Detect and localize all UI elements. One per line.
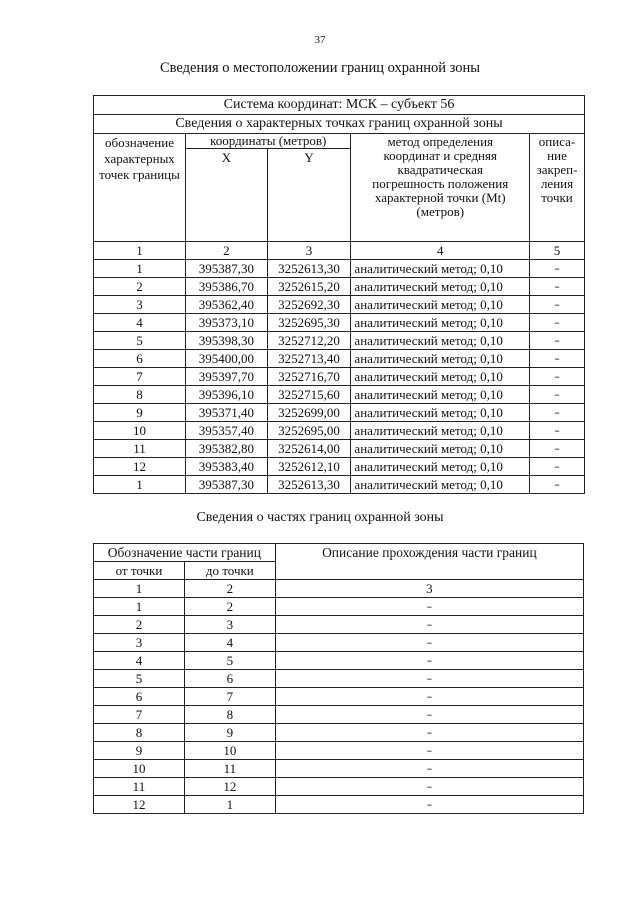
- x-coordinate: 395371,40: [185, 404, 267, 422]
- x-coordinate: 395373,10: [185, 314, 267, 332]
- table-row: [94, 796, 584, 814]
- from-point: 10: [94, 760, 185, 778]
- method-cell: аналитический метод; 0,10: [351, 314, 530, 332]
- table-row: [94, 688, 584, 706]
- from-point: 12: [94, 796, 185, 814]
- method-cell: аналитический метод; 0,10: [351, 350, 530, 368]
- col-number: 5: [530, 242, 585, 260]
- method-cell: аналитический метод; 0,10: [351, 296, 530, 314]
- point-number: 4: [94, 314, 186, 332]
- fixing-cell: –: [530, 440, 585, 458]
- from-point: 7: [94, 706, 185, 724]
- point-number: 1: [94, 476, 186, 494]
- method-cell: аналитический метод; 0,10: [351, 404, 530, 422]
- points-section-label: Сведения о характерных точках границ охранной зоны: [94, 115, 585, 134]
- table-row: [94, 476, 585, 494]
- header-designation-word: обозначение: [105, 135, 174, 150]
- y-coordinate: 3252695,30: [267, 314, 351, 332]
- parts-table-body: [94, 598, 584, 814]
- to-point: 11: [184, 760, 275, 778]
- table-row: [94, 422, 585, 440]
- fixing-cell: –: [530, 332, 585, 350]
- from-point: 11: [94, 778, 185, 796]
- point-number: 6: [94, 350, 186, 368]
- point-number: 10: [94, 422, 186, 440]
- method-cell: аналитический метод; 0,10: [351, 278, 530, 296]
- table-row: [94, 404, 585, 422]
- table-row: [94, 296, 585, 314]
- to-point: 2: [184, 598, 275, 616]
- from-point: 6: [94, 688, 185, 706]
- y-coordinate: 3252716,70: [267, 368, 351, 386]
- table-row: [94, 458, 585, 476]
- y-coordinate: 3252615,20: [267, 278, 351, 296]
- point-number: 12: [94, 458, 186, 476]
- point-number: 5: [94, 332, 186, 350]
- to-point: 10: [184, 742, 275, 760]
- point-number: 3: [94, 296, 186, 314]
- table-row: [94, 368, 585, 386]
- table-row: [94, 634, 584, 652]
- x-coordinate: 395362,40: [185, 296, 267, 314]
- to-point: 3: [184, 616, 275, 634]
- col-number: 2: [185, 242, 267, 260]
- to-point: 1: [184, 796, 275, 814]
- parts-title: Сведения о частях границ охранной зоны: [196, 510, 444, 525]
- col-number: 1: [94, 580, 185, 598]
- from-point: 3: [94, 634, 185, 652]
- x-coordinate: 395387,30: [185, 260, 267, 278]
- table-row: [94, 314, 585, 332]
- y-coordinate: 3252713,40: [267, 350, 351, 368]
- x-coordinate: 395397,70: [185, 368, 267, 386]
- table-row: [94, 260, 585, 278]
- fixing-cell: –: [530, 278, 585, 296]
- method-cell: аналитический метод; 0,10: [351, 260, 530, 278]
- y-coordinate: 3252614,00: [267, 440, 351, 458]
- header-to-point: до точки: [184, 562, 275, 580]
- table-row: [94, 706, 584, 724]
- y-coordinate: 3252612,10: [267, 458, 351, 476]
- method-cell: аналитический метод; 0,10: [351, 476, 530, 494]
- points-table-body: [94, 260, 585, 494]
- table-row: [94, 616, 584, 634]
- table-row: [94, 386, 585, 404]
- fixing-cell: –: [530, 404, 585, 422]
- fixing-cell: –: [530, 422, 585, 440]
- header-from-point: от точки: [94, 562, 185, 580]
- from-point: 9: [94, 742, 185, 760]
- to-point: 7: [184, 688, 275, 706]
- table-row: [94, 598, 584, 616]
- point-number: 2: [94, 278, 186, 296]
- document-title: Сведения о местоположении границ охранной зоны: [159, 60, 480, 76]
- table-row: [94, 742, 584, 760]
- x-coordinate: 395396,10: [185, 386, 267, 404]
- description-cell: –: [275, 796, 583, 814]
- point-number: 7: [94, 368, 186, 386]
- description-cell: –: [275, 598, 583, 616]
- from-point: 5: [94, 670, 185, 688]
- header-method: метод определения координат и средняя квадратическая погрешность положения характерной точки (Mt) (метров): [351, 134, 530, 242]
- from-point: 8: [94, 724, 185, 742]
- to-point: 12: [184, 778, 275, 796]
- description-cell: –: [275, 778, 583, 796]
- x-coordinate: 395357,40: [185, 422, 267, 440]
- method-cell: аналитический метод; 0,10: [351, 332, 530, 350]
- point-number: 1: [94, 260, 186, 278]
- header-designation-rest: характерных точек границы: [99, 151, 180, 182]
- fixing-cell: –: [530, 458, 585, 476]
- description-cell: –: [275, 616, 583, 634]
- col-number: 4: [351, 242, 530, 260]
- fixing-cell: –: [530, 350, 585, 368]
- description-cell: –: [275, 670, 583, 688]
- col-number: 3: [267, 242, 351, 260]
- method-cell: аналитический метод; 0,10: [351, 368, 530, 386]
- from-point: 1: [94, 598, 185, 616]
- boundary-parts-table: [93, 543, 584, 814]
- table-row: [94, 332, 585, 350]
- fixing-cell: –: [530, 386, 585, 404]
- to-point: 5: [184, 652, 275, 670]
- to-point: 4: [184, 634, 275, 652]
- description-cell: –: [275, 634, 583, 652]
- to-point: 8: [184, 706, 275, 724]
- x-coordinate: 395398,30: [185, 332, 267, 350]
- fixing-cell: –: [530, 476, 585, 494]
- description-cell: –: [275, 742, 583, 760]
- y-coordinate: 3252712,20: [267, 332, 351, 350]
- description-cell: –: [275, 688, 583, 706]
- header-coordinates: координаты (метров): [185, 134, 350, 149]
- method-cell: аналитический метод; 0,10: [351, 440, 530, 458]
- x-coordinate: 395386,70: [185, 278, 267, 296]
- fixing-cell: –: [530, 296, 585, 314]
- header-x: X: [185, 149, 267, 242]
- fixing-cell: –: [530, 368, 585, 386]
- fixing-cell: –: [530, 314, 585, 332]
- page-number: 37: [314, 34, 326, 46]
- to-point: 9: [184, 724, 275, 742]
- y-coordinate: 3252699,00: [267, 404, 351, 422]
- x-coordinate: 395387,30: [185, 476, 267, 494]
- col-number: 2: [184, 580, 275, 598]
- description-cell: –: [275, 706, 583, 724]
- col-number: 3: [275, 580, 583, 598]
- description-cell: –: [275, 652, 583, 670]
- description-cell: –: [275, 760, 583, 778]
- x-coordinate: 395400,00: [185, 350, 267, 368]
- x-coordinate: 395383,40: [185, 458, 267, 476]
- y-coordinate: 3252715,60: [267, 386, 351, 404]
- header-y: Y: [267, 149, 351, 242]
- point-number: 9: [94, 404, 186, 422]
- table-row: [94, 670, 584, 688]
- table-row: [94, 778, 584, 796]
- coordinate-system-label: Система координат: МСК – субъект 56: [94, 96, 585, 115]
- table-row: [94, 652, 584, 670]
- description-cell: –: [275, 724, 583, 742]
- to-point: 6: [184, 670, 275, 688]
- method-cell: аналитический метод; 0,10: [351, 458, 530, 476]
- method-cell: аналитический метод; 0,10: [351, 386, 530, 404]
- col-number: 1: [94, 242, 186, 260]
- from-point: 4: [94, 652, 185, 670]
- header-fixing: описа- ние закреп- ления точки: [530, 134, 585, 242]
- table-row: [94, 350, 585, 368]
- table-row: [94, 760, 584, 778]
- header-part-description: Описание прохождения части границ: [275, 544, 583, 580]
- y-coordinate: 3252695,00: [267, 422, 351, 440]
- y-coordinate: 3252613,30: [267, 476, 351, 494]
- table-row: [94, 278, 585, 296]
- point-number: 11: [94, 440, 186, 458]
- method-cell: аналитический метод; 0,10: [351, 422, 530, 440]
- table-row: [94, 440, 585, 458]
- table-row: [94, 724, 584, 742]
- point-number: 8: [94, 386, 186, 404]
- y-coordinate: 3252613,30: [267, 260, 351, 278]
- y-coordinate: 3252692,30: [267, 296, 351, 314]
- x-coordinate: 395382,80: [185, 440, 267, 458]
- from-point: 2: [94, 616, 185, 634]
- fixing-cell: –: [530, 260, 585, 278]
- header-designation: [94, 134, 186, 242]
- boundary-points-table: [93, 95, 585, 494]
- header-part-designation: Обозначение части границ: [94, 544, 276, 562]
